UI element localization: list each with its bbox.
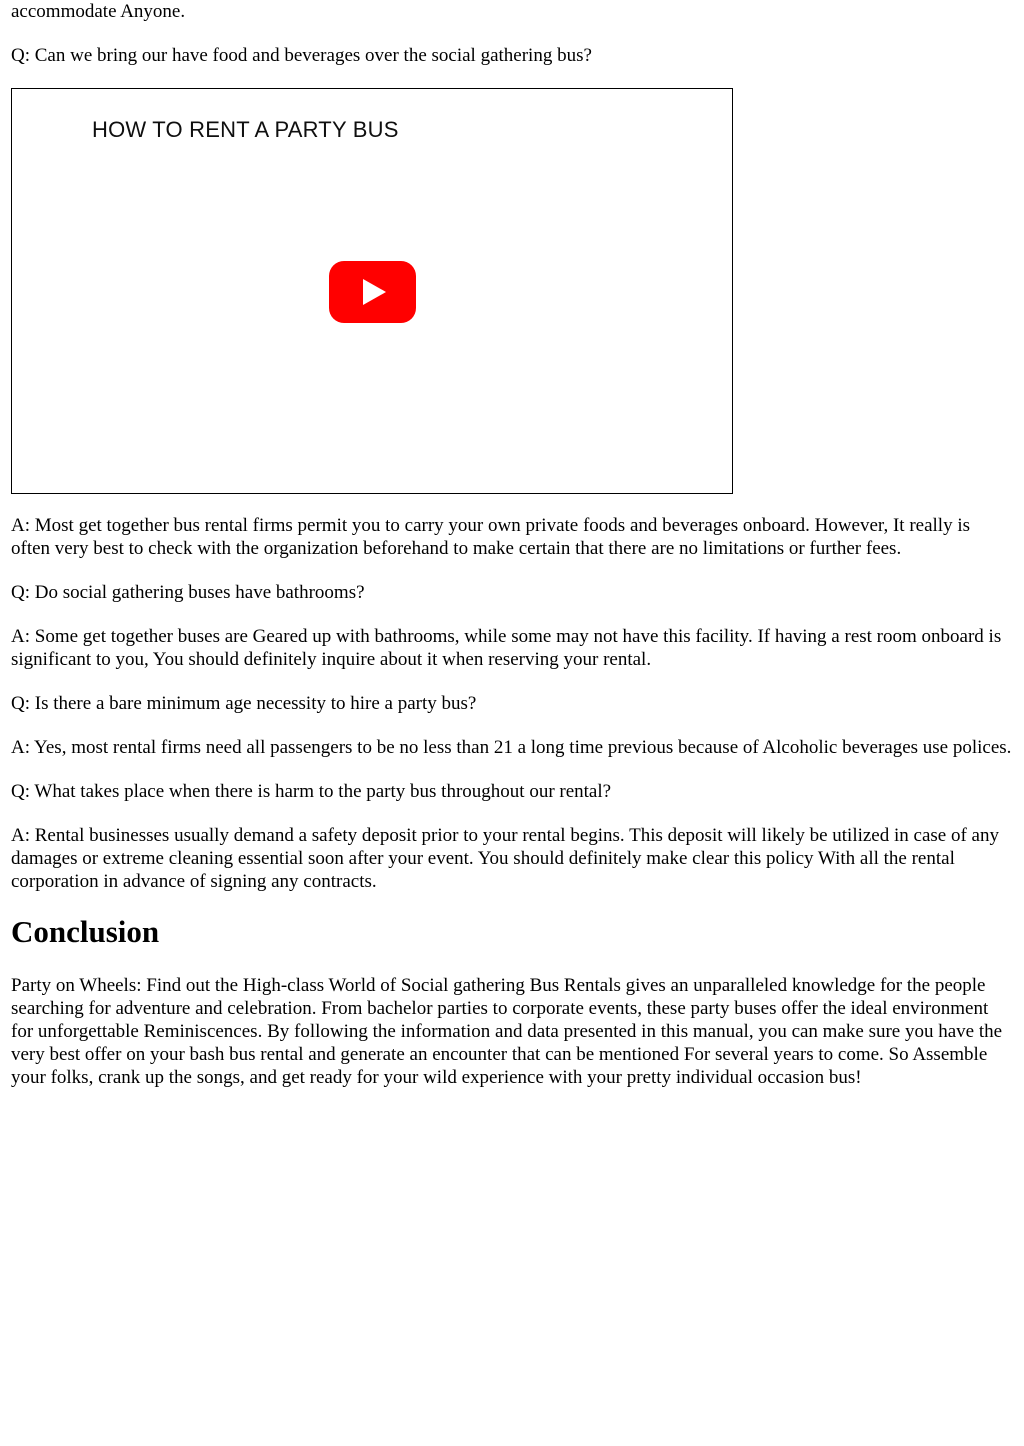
embedded-video[interactable] (11, 88, 733, 494)
faq-answer: A: Some get together buses are Geared up with bathrooms, while some may not have this facility. If having a rest room onboard is significant to you, You should definitely inquire about it when reserving your rental. (11, 626, 1002, 670)
conclusion-heading: Conclusion (11, 914, 160, 949)
faq-question: Q: Can we bring our have food and beverages over the social gathering bus? (11, 45, 592, 66)
faq-question: Q: Do social gathering buses have bathrooms? (11, 582, 365, 603)
faq-answer: A: Yes, most rental firms need all passengers to be no less than 21 a long time previous because of Alcoholic beverages use polices. (11, 737, 1012, 758)
conclusion-paragraph: Party on Wheels: Find out the High-class World of Social gathering Bus Rentals gives an unparalleled knowledge for the people searching for adventure and celebration. From bachelor parties to corporate events, these party buses offer the ideal environment for unforgettable Reminiscences. By following the information and data presented in this manual, you can make sure you have the very best offer on your bash bus rental and generate an encounter that can be mentioned For several years to come. So Assemble your folks, crank up the songs, and get ready for your wild experience with your pretty individual occasion bus! (11, 975, 1003, 1088)
video-title[interactable]: HOW TO RENT A PARTY BUS (92, 117, 399, 142)
faq-content (11, 514, 1013, 1110)
youtube-play-icon[interactable] (329, 261, 416, 323)
faq-question: Q: Is there a bare minimum age necessity to hire a party bus? (11, 693, 477, 714)
faq-answer: A: Rental businesses usually demand a safety deposit prior to your rental begins. This deposit will likely be utilized in case of any damages or extreme cleaning essential soon after your event. You should definitely make clear this policy With all the rental corporation in advance of signing any contracts. (11, 825, 999, 892)
faq-answer: A: Most get together bus rental firms permit you to carry your own private foods and beverages onboard. However, It really is often very best to check with the organization beforehand to make certain that there are no limitations or further fees. (11, 515, 970, 559)
intro-line: accommodate Anyone. (11, 1, 186, 22)
faq-question: Q: What takes place when there is harm to the party bus throughout our rental? (11, 781, 612, 802)
